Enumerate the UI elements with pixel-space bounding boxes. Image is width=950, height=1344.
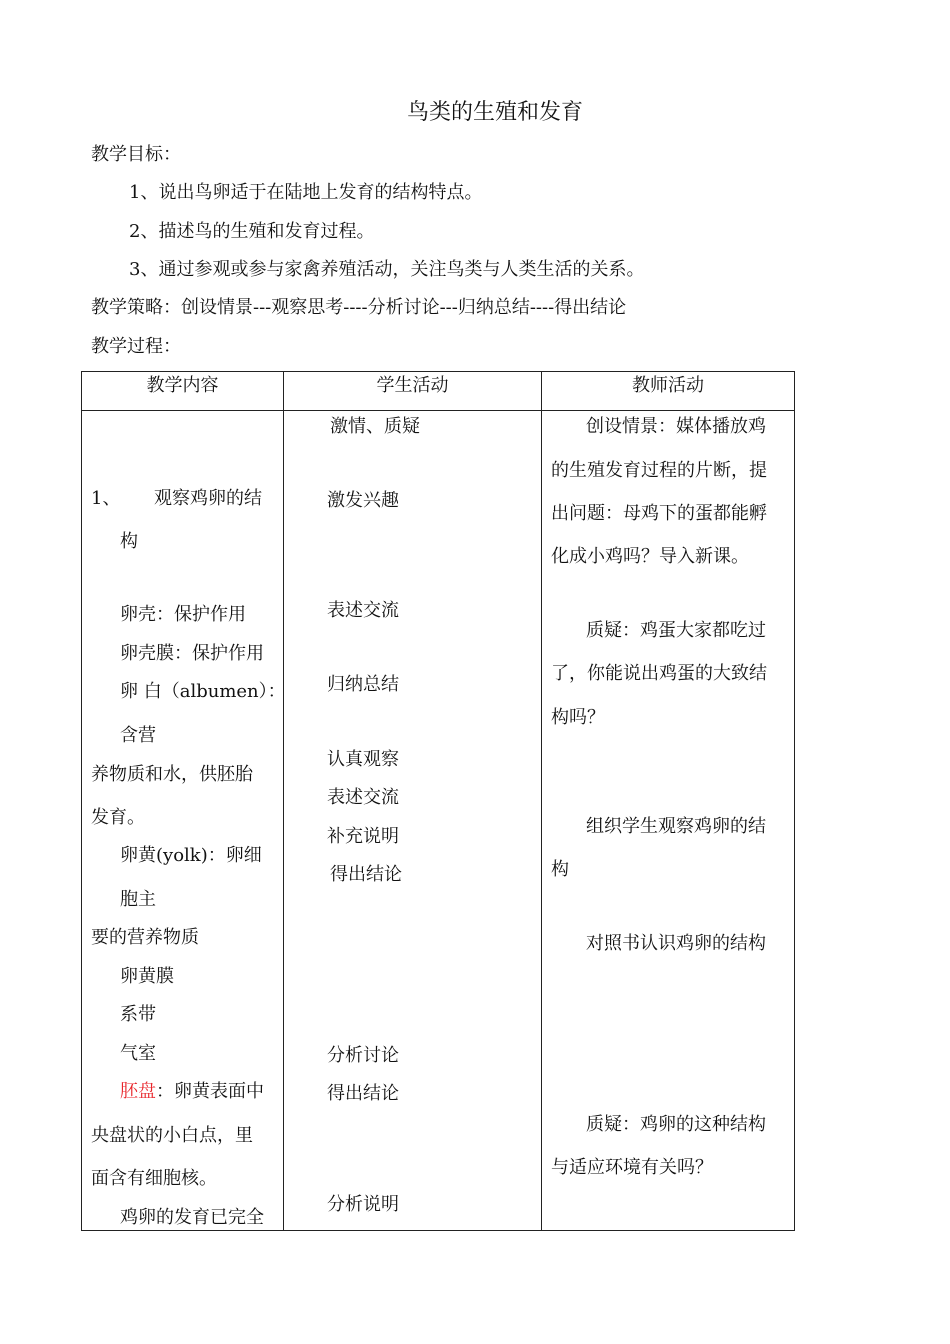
objectives-heading: 教学目标： xyxy=(91,144,181,165)
student-activity: 表述交流 xyxy=(327,600,399,621)
content-line: 胞主 xyxy=(120,889,156,910)
teacher-activity: 质疑：鸡蛋大家都吃过 xyxy=(586,620,766,641)
table-header: 学生活动 xyxy=(376,375,449,396)
teacher-activity: 对照书认识鸡卵的结构 xyxy=(586,933,766,954)
student-activity: 激情、质疑 xyxy=(330,416,420,437)
content-line: 观察鸡卵的结 xyxy=(154,488,262,509)
content-line: 卵 白（albumen）： xyxy=(120,681,286,702)
content-line: 胚盘：卵黄表面中 xyxy=(120,1081,264,1102)
content-line: 气室 xyxy=(120,1043,156,1064)
teacher-activity: 质疑：鸡卵的这种结构 xyxy=(586,1114,766,1135)
process-heading: 教学过程： xyxy=(91,336,181,357)
content-line: 卵黄膜 xyxy=(120,966,174,987)
objective-item: 3、通过参观或参与家禽养殖活动，关注鸟类与人类生活的关系。 xyxy=(129,259,645,280)
highlight-term: 胚盘 xyxy=(120,1081,156,1102)
content-line: 系带 xyxy=(120,1004,156,1025)
page-title: 鸟类的生殖和发育 xyxy=(406,100,583,125)
teacher-activity: 组织学生观察鸡卵的结 xyxy=(586,816,766,837)
content-line: 构 xyxy=(120,531,138,552)
student-activity: 归纳总结 xyxy=(327,674,399,695)
teacher-activity: 的生殖发育过程的片断，提 xyxy=(551,460,767,481)
objective-item: 1、说出鸟卵适于在陆地上发育的结构特点。 xyxy=(129,182,483,203)
content-line: 1、 xyxy=(91,488,121,509)
student-activity: 得出结论 xyxy=(330,864,402,885)
student-activity: 分析讨论 xyxy=(327,1045,399,1066)
teacher-activity: 创设情景：媒体播放鸡 xyxy=(586,416,766,437)
content-line: 卵壳：保护作用 xyxy=(120,604,246,625)
content-line: 要的营养物质 xyxy=(91,927,199,948)
teacher-activity: 化成小鸡吗？导入新课。 xyxy=(551,546,749,567)
student-activity: 分析说明 xyxy=(327,1194,399,1215)
table-header: 教学内容 xyxy=(146,375,219,396)
content-line: 发育。 xyxy=(91,807,145,828)
student-activity: 激发兴趣 xyxy=(327,490,399,511)
content-line: 养物质和水，供胚胎 xyxy=(91,764,253,785)
content-line: 卵壳膜：保护作用 xyxy=(120,643,264,664)
content-line: 含营 xyxy=(120,725,156,746)
teacher-activity: 出问题：母鸡下的蛋都能孵 xyxy=(551,503,767,524)
strategy-line: 教学策略：创设情景---观察思考----分析讨论---归纳总结----得出结论 xyxy=(91,297,627,318)
teacher-activity: 构 xyxy=(551,859,569,880)
teacher-activity: 了，你能说出鸡蛋的大致结 xyxy=(551,663,767,684)
content-line: 鸡卵的发育已完全 xyxy=(120,1207,264,1228)
student-activity: 认真观察 xyxy=(327,749,399,770)
table-header: 教师活动 xyxy=(632,375,704,396)
content-line: 卵黄(yolk)：卵细 xyxy=(120,845,262,866)
student-activity: 补充说明 xyxy=(327,826,399,847)
content-line: 央盘状的小白点，里 xyxy=(91,1125,253,1146)
content-line: 面含有细胞核。 xyxy=(91,1168,217,1189)
teacher-activity: 与适应环境有关吗？ xyxy=(551,1157,713,1178)
student-activity: 得出结论 xyxy=(327,1083,399,1104)
student-activity: 表述交流 xyxy=(327,787,399,808)
objective-item: 2、描述鸟的生殖和发育过程。 xyxy=(129,221,375,242)
teacher-activity: 构吗？ xyxy=(551,707,605,728)
